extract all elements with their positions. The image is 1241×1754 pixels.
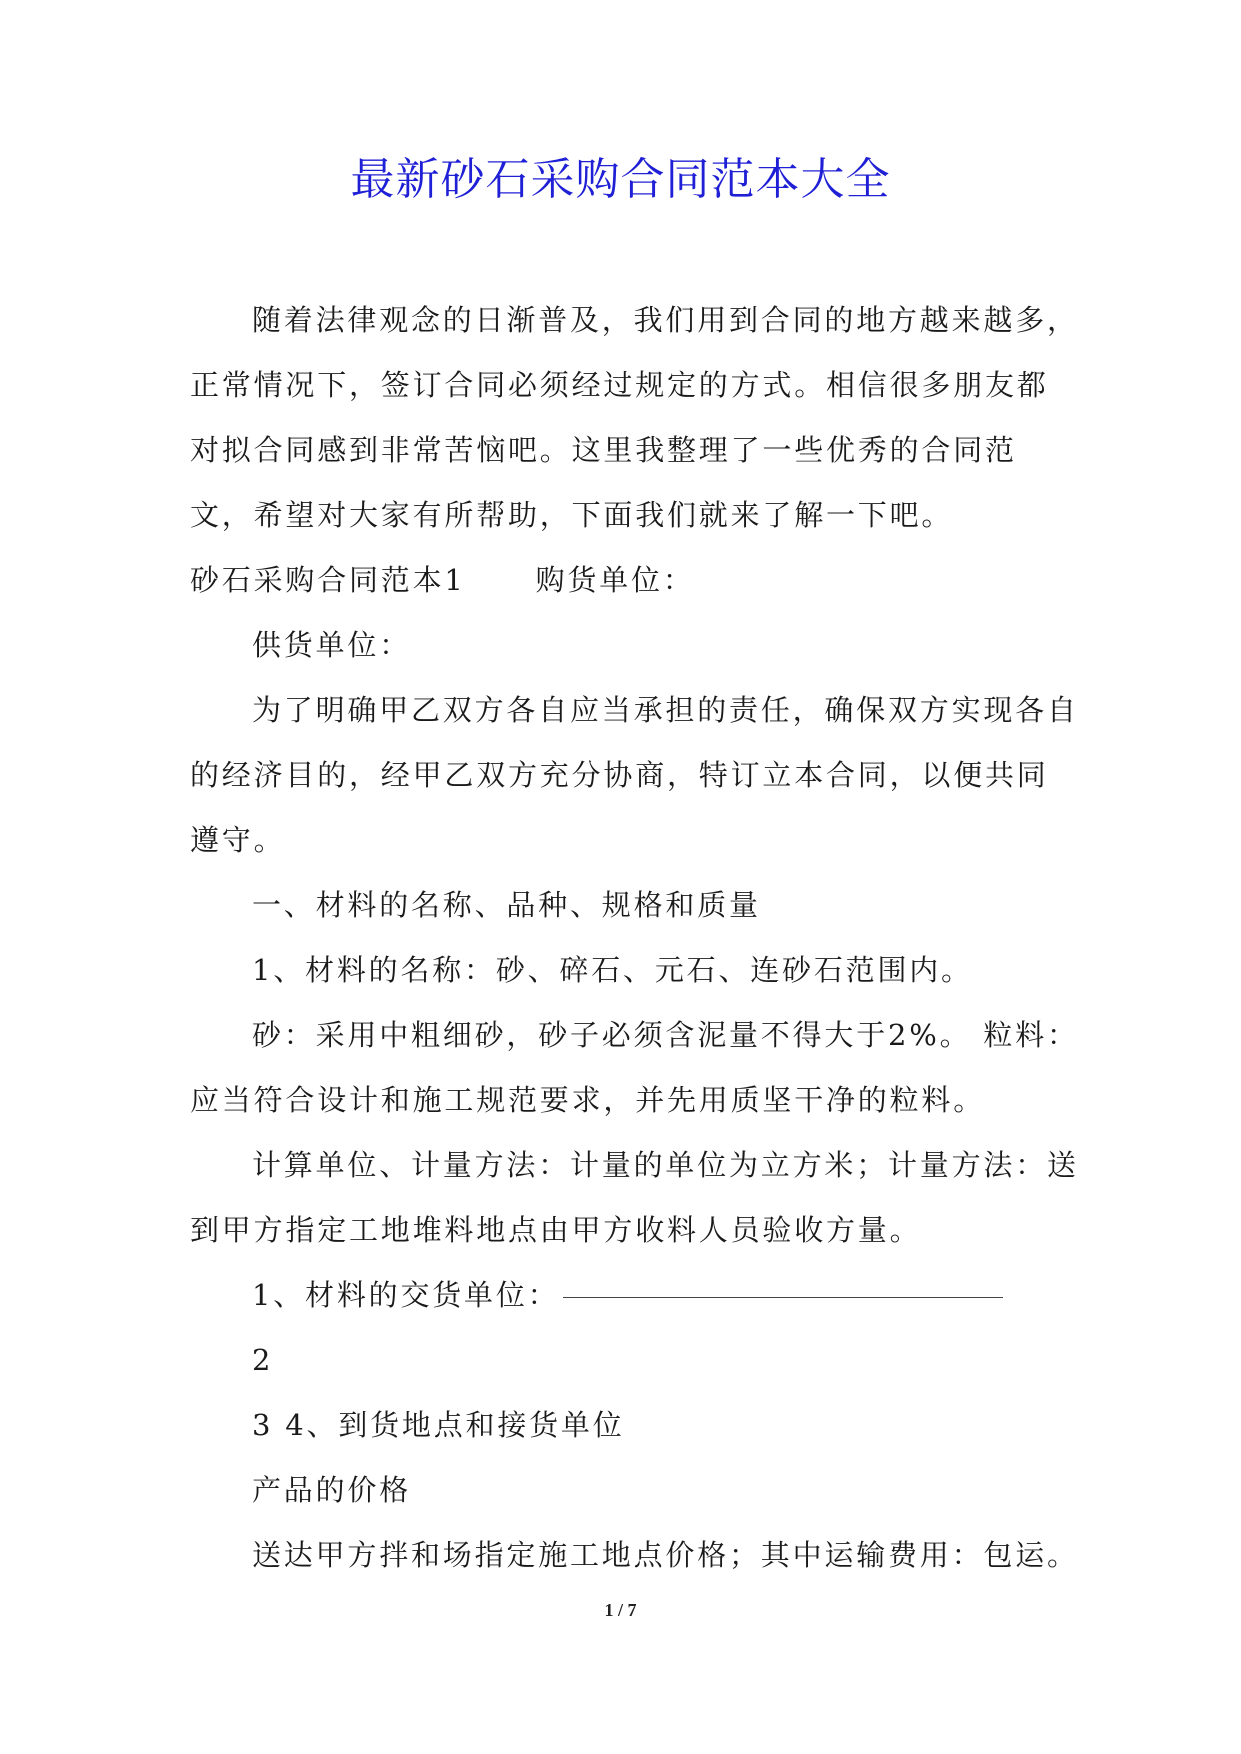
paragraph-item-two: 2 bbox=[252, 1343, 274, 1377]
paragraph-item-three-four: 3 4、到货地点和接货单位 bbox=[252, 1408, 625, 1442]
delivery-unit-label: 1、材料的交货单位： bbox=[252, 1278, 560, 1312]
paragraph-purpose: 为了明确甲乙双方各自应当承担的责任，确保双方实现各自的经济目的，经甲乙双方充分协商，特订立本合同，以便共同遵守。 bbox=[190, 693, 1079, 857]
paragraph-clause-one: 一、材料的名称、品种、规格和质量 bbox=[252, 888, 761, 922]
contract-sample-title: 砂石采购合同范本1 bbox=[190, 563, 466, 597]
paragraph-price-detail: 送达甲方拌和场指定施工地点价格；其中运输费用：包运。 bbox=[252, 1538, 1079, 1572]
fill-in-blank-line bbox=[563, 1296, 1003, 1298]
paragraph-material-name: 1、材料的名称：砂、碎石、元石、连砂石范围内。 bbox=[252, 953, 973, 987]
page-number: 1 / 7 bbox=[604, 1600, 637, 1620]
paragraph-measurement: 计算单位、计量方法：计量的单位为立方米；计量方法：送到甲方指定工地堆料地点由甲方收料人员验收方量。 bbox=[190, 1148, 1079, 1247]
paragraph-delivery-unit bbox=[190, 1263, 1080, 1328]
buyer-label: 购货单位： bbox=[535, 563, 695, 597]
paragraph-price-heading: 产品的价格 bbox=[252, 1473, 412, 1507]
paragraph-intro: 随着法律观念的日渐普及，我们用到合同的地方越来越多，正常情况下，签订合同必须经过规定的方式。相信很多朋友都对拟合同感到非常苦恼吧。这里我整理了一些优秀的合同范文，希望对大家有所帮助，下面我们就来了解一下吧。 bbox=[190, 303, 1079, 532]
paragraph-supplier: 供货单位： bbox=[252, 628, 412, 662]
document-title: 最新砂石采购合同范本大全 bbox=[350, 154, 891, 205]
paragraph-sand-spec: 砂：采用中粗细砂，砂子必须含泥量不得大于2%。 粒料：应当符合设计和施工规范要求，并先用质坚干净的粒料。 bbox=[190, 1018, 1079, 1117]
paragraph-section-heading bbox=[190, 548, 1080, 613]
document-body bbox=[190, 288, 1080, 1588]
